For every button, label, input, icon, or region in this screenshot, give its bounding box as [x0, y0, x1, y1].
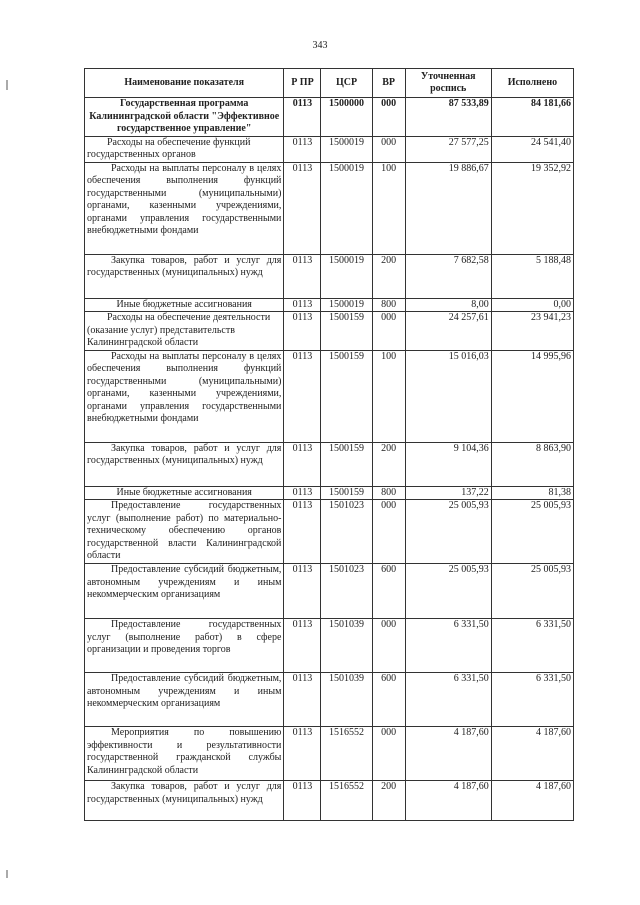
table-row — [85, 350, 574, 442]
row-indicator-name: Закупка товаров, работ и услуг для государственных (муниципальных) нужд — [85, 781, 284, 821]
row-section-code: 0113 — [284, 136, 321, 162]
row-executed-amount: 8 863,90 — [491, 442, 573, 486]
row-target-article-code: 1501039 — [321, 619, 372, 673]
row-planned-amount: 19 886,67 — [405, 162, 491, 254]
row-expense-type-code: 000 — [372, 312, 405, 351]
row-expense-type-code: 800 — [372, 298, 405, 312]
row-section-code: 0113 — [284, 564, 321, 619]
row-planned-amount: 27 577,25 — [405, 136, 491, 162]
row-expense-type-code: 000 — [372, 98, 405, 137]
row-expense-type-code: 100 — [372, 162, 405, 254]
header-target-article-code: ЦСР — [321, 69, 372, 98]
table-row — [85, 486, 574, 500]
row-indicator-name: Иные бюджетные ассигнования — [85, 298, 284, 312]
row-indicator-name: Расходы на выплаты персоналу в целях обеспечения выполнения функций государственными (муниципальными) органами, казенными учреждениями, органами управления государственными внебюджетными фондами — [85, 350, 284, 442]
row-executed-amount: 25 005,93 — [491, 500, 573, 564]
table-row — [85, 312, 574, 351]
row-indicator-name: Государственная программа Калининградской области "Эффективное государственное управление" — [85, 98, 284, 137]
row-executed-amount: 14 995,96 — [491, 350, 573, 442]
row-expense-type-code: 200 — [372, 781, 405, 821]
row-target-article-code: 1501023 — [321, 564, 372, 619]
table-row — [85, 298, 574, 312]
table-row — [85, 500, 574, 564]
row-executed-amount: 4 187,60 — [491, 727, 573, 781]
row-target-article-code: 1500019 — [321, 136, 372, 162]
row-indicator-name: Расходы на выплаты персоналу в целях обеспечения выполнения функций государственными (муниципальными) органами, казенными учреждениями, органами управления государственными внебюджетными фондами — [85, 162, 284, 254]
row-executed-amount: 6 331,50 — [491, 619, 573, 673]
row-indicator-name: Расходы на обеспечение деятельности (оказание услуг) представительств Калининградской области — [85, 312, 284, 351]
margin-mark — [6, 870, 8, 878]
row-section-code: 0113 — [284, 673, 321, 727]
row-target-article-code: 1500159 — [321, 442, 372, 486]
header-planned-amount: Уточненная роспись — [405, 69, 491, 98]
row-planned-amount: 25 005,93 — [405, 564, 491, 619]
header-indicator-name: Наименование показателя — [85, 69, 284, 98]
row-planned-amount: 8,00 — [405, 298, 491, 312]
row-executed-amount: 19 352,92 — [491, 162, 573, 254]
row-target-article-code: 1501023 — [321, 500, 372, 564]
row-expense-type-code: 800 — [372, 486, 405, 500]
row-planned-amount: 6 331,50 — [405, 673, 491, 727]
row-target-article-code: 1500159 — [321, 486, 372, 500]
row-section-code: 0113 — [284, 312, 321, 351]
page-number: 343 — [312, 40, 328, 51]
row-expense-type-code: 200 — [372, 254, 405, 298]
header-section-code: Р ПР — [284, 69, 321, 98]
row-planned-amount: 137,22 — [405, 486, 491, 500]
table-row — [85, 619, 574, 673]
row-indicator-name: Мероприятия по повышению эффективности и результативности государственной гражданской службы Калининградской области — [85, 727, 284, 781]
row-target-article-code: 1516552 — [321, 781, 372, 821]
row-expense-type-code: 100 — [372, 350, 405, 442]
row-target-article-code: 1500019 — [321, 162, 372, 254]
row-indicator-name: Иные бюджетные ассигнования — [85, 486, 284, 500]
row-section-code: 0113 — [284, 350, 321, 442]
row-indicator-name: Закупка товаров, работ и услуг для государственных (муниципальных) нужд — [85, 254, 284, 298]
row-expense-type-code: 600 — [372, 564, 405, 619]
table-row — [85, 136, 574, 162]
header-executed-amount: Исполнено — [491, 69, 573, 98]
table-row — [85, 727, 574, 781]
row-planned-amount: 87 533,89 — [405, 98, 491, 137]
row-section-code: 0113 — [284, 162, 321, 254]
row-indicator-name: Предоставление субсидий бюджетным, автономным учреждениям и иным некоммерческим организациям — [85, 673, 284, 727]
row-target-article-code: 1500000 — [321, 98, 372, 137]
row-section-code: 0113 — [284, 442, 321, 486]
row-section-code: 0113 — [284, 486, 321, 500]
row-indicator-name: Предоставление субсидий бюджетным, автономным учреждениям и иным некоммерческим организациям — [85, 564, 284, 619]
row-indicator-name: Расходы на обеспечение функций государственных органов — [85, 136, 284, 162]
row-target-article-code: 1500019 — [321, 298, 372, 312]
row-section-code: 0113 — [284, 254, 321, 298]
table-row — [85, 781, 574, 821]
row-executed-amount: 81,38 — [491, 486, 573, 500]
row-indicator-name: Предоставление государственных услуг (выполнение работ) в сфере организации и проведения торгов — [85, 619, 284, 673]
row-planned-amount: 7 682,58 — [405, 254, 491, 298]
row-expense-type-code: 000 — [372, 500, 405, 564]
header-expense-type-code: ВР — [372, 69, 405, 98]
row-target-article-code: 1501039 — [321, 673, 372, 727]
row-expense-type-code: 000 — [372, 727, 405, 781]
row-planned-amount: 9 104,36 — [405, 442, 491, 486]
row-target-article-code: 1516552 — [321, 727, 372, 781]
table-row — [85, 254, 574, 298]
budget-execution-table — [84, 68, 574, 821]
row-section-code: 0113 — [284, 781, 321, 821]
row-expense-type-code: 000 — [372, 136, 405, 162]
row-expense-type-code: 200 — [372, 442, 405, 486]
row-executed-amount: 6 331,50 — [491, 673, 573, 727]
table-header-row — [85, 69, 574, 98]
margin-mark — [6, 80, 8, 90]
row-target-article-code: 1500019 — [321, 254, 372, 298]
row-planned-amount: 4 187,60 — [405, 781, 491, 821]
row-executed-amount: 84 181,66 — [491, 98, 573, 137]
row-planned-amount: 4 187,60 — [405, 727, 491, 781]
table-row — [85, 442, 574, 486]
row-section-code: 0113 — [284, 298, 321, 312]
row-section-code: 0113 — [284, 98, 321, 137]
row-section-code: 0113 — [284, 727, 321, 781]
row-planned-amount: 24 257,61 — [405, 312, 491, 351]
row-executed-amount: 25 005,93 — [491, 564, 573, 619]
table-row — [85, 162, 574, 254]
row-section-code: 0113 — [284, 619, 321, 673]
row-section-code: 0113 — [284, 500, 321, 564]
row-expense-type-code: 600 — [372, 673, 405, 727]
row-planned-amount: 15 016,03 — [405, 350, 491, 442]
table-row — [85, 564, 574, 619]
row-executed-amount: 0,00 — [491, 298, 573, 312]
row-target-article-code: 1500159 — [321, 350, 372, 442]
row-indicator-name: Предоставление государственных услуг (выполнение работ) по материально-техническому обеспечению органов государственной власти Калининградской области — [85, 500, 284, 564]
row-planned-amount: 25 005,93 — [405, 500, 491, 564]
row-planned-amount: 6 331,50 — [405, 619, 491, 673]
row-executed-amount: 24 541,40 — [491, 136, 573, 162]
row-executed-amount: 5 188,48 — [491, 254, 573, 298]
table-body — [85, 98, 574, 821]
row-executed-amount: 4 187,60 — [491, 781, 573, 821]
table-row — [85, 98, 574, 137]
row-target-article-code: 1500159 — [321, 312, 372, 351]
table-row — [85, 673, 574, 727]
row-indicator-name: Закупка товаров, работ и услуг для государственных (муниципальных) нужд — [85, 442, 284, 486]
row-expense-type-code: 000 — [372, 619, 405, 673]
row-executed-amount: 23 941,23 — [491, 312, 573, 351]
